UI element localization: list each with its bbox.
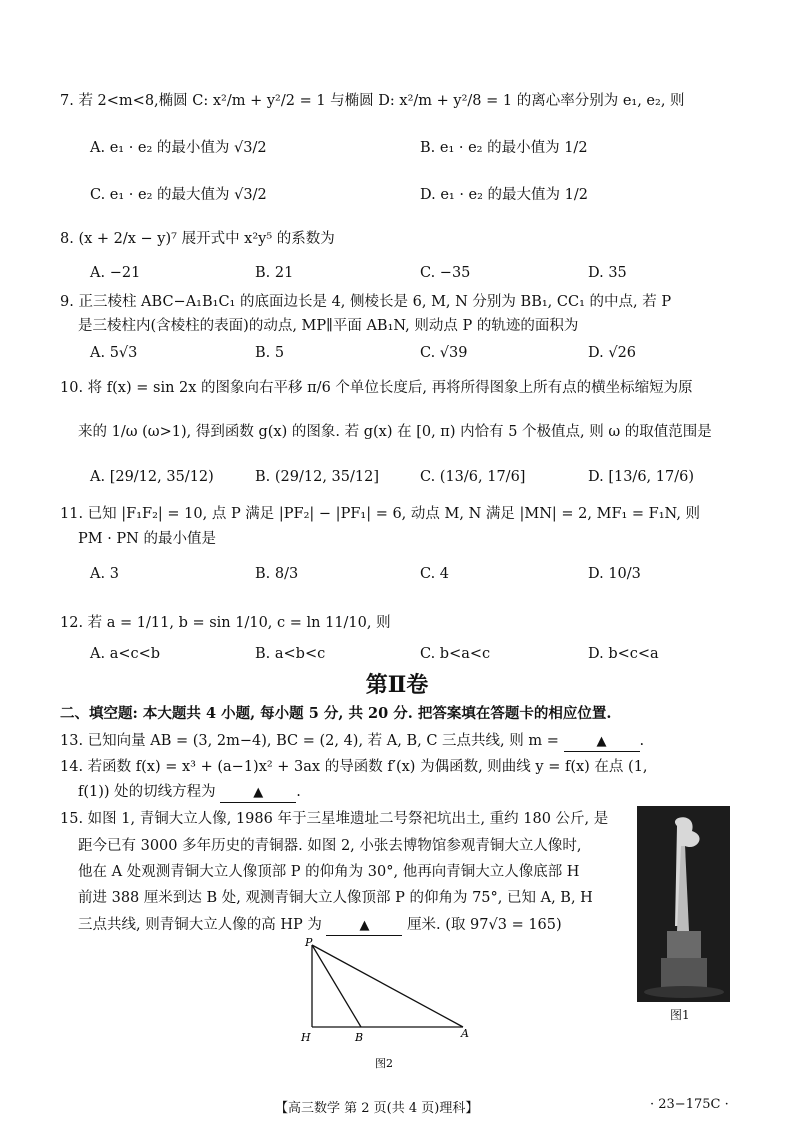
- q9-option-c: C. √39: [420, 345, 468, 361]
- q7-option-a: A. e₁ · e₂ 的最小值为 √3/2: [90, 140, 267, 156]
- q13-answer-blank[interactable]: [564, 732, 640, 752]
- q14-line1: 14. 若函数 f(x) = x³ + (a−1)x² + 3ax 的导函数 f′(x) 为偶函数, 则曲线 y = f(x) 在点 (1,: [60, 759, 648, 775]
- statue-silhouette-icon: [637, 806, 730, 1002]
- q11-line1: 11. 已知 |F₁F₂| = 10, 点 P 满足 |PF₂| − |PF₁| = 6, 动点 M, N 满足 |MN| = 2, MF₁ = F₁N, 则: [60, 506, 701, 522]
- statue-photo: [637, 806, 730, 1002]
- q9-option-a: A. 5√3: [90, 345, 138, 361]
- q8-option-b: B. 21: [255, 265, 294, 281]
- q15-line5a: 三点共线, 则青铜大立人像的高 HP 为: [78, 917, 322, 933]
- q9-option-b: B. 5: [255, 345, 285, 361]
- q12-option-d: D. b<c<a: [588, 646, 659, 662]
- q10-line1: 10. 将 f(x) = sin 2x 的图象向右平移 π/6 个单位长度后, 再将所得图象上所有点的横坐标缩短为原: [60, 380, 693, 396]
- q10-line2: 来的 1/ω (ω>1), 得到函数 g(x) 的图象. 若 g(x) 在 [0, π) 内恰有 5 个极值点, 则 ω 的取值范围是: [78, 424, 712, 440]
- segment-pb: [312, 945, 361, 1027]
- q11-option-a: A. 3: [90, 566, 119, 582]
- footer-left: 【高三数学 第 2 页(共 4 页)理科】: [275, 1101, 479, 1116]
- q8-option-d: D. 35: [588, 265, 627, 281]
- q15-line4: 前进 388 厘米到达 B 处, 观测青铜大立人像顶部 P 的仰角为 75°, 已知 A, B, H: [78, 890, 593, 906]
- triangle-icon: ▲: [253, 785, 264, 800]
- q15-line2: 距今已有 3000 多年历史的青铜器. 如图 2, 小张去博物馆参观青铜大立人像时,: [78, 838, 582, 854]
- q13-text: 13. 已知向量 AB = (3, 2m−4), BC = (2, 4), 若 A, B, C 三点共线, 则 m =: [60, 733, 559, 749]
- q14-line2-row: [78, 781, 301, 803]
- q14-line2: f(1)) 处的切线方程为: [78, 784, 216, 800]
- q9-line1: 9. 正三棱柱 ABC−A₁B₁C₁ 的底面边长是 4, 侧棱长是 6, M, N 分别为 BB₁, CC₁ 的中点, 若 P: [60, 294, 672, 310]
- point-p-label: P: [305, 936, 313, 949]
- q9-line2: 是三棱柱内(含棱柱的表面)的动点, MP∥平面 AB₁N, 则动点 P 的轨迹的面积为: [78, 318, 579, 334]
- figure1-label: 图1: [670, 1008, 690, 1022]
- section-title: 第Ⅱ卷: [365, 672, 429, 698]
- q11-option-d: D. 10/3: [588, 566, 641, 582]
- triangle-icon: ▲: [359, 918, 370, 933]
- section-heading: 二、填空题: 本大题共 4 小题, 每小题 5 分, 共 20 分. 把答案填在答题卡的相应位置.: [60, 705, 612, 722]
- q15-line5: [78, 914, 562, 936]
- q11-option-b: B. 8/3: [255, 566, 299, 582]
- q15-answer-blank[interactable]: [326, 916, 402, 936]
- q15-line3: 他在 A 处观测青铜大立人像顶部 P 的仰角为 30°, 他再向青铜大立人像底部 H: [78, 864, 580, 880]
- point-a-label: A: [461, 1027, 469, 1040]
- q9-option-d: D. √26: [588, 345, 637, 361]
- q13-end: .: [639, 733, 645, 749]
- figure2-label: 图2: [375, 1057, 393, 1070]
- q12-option-b: B. a<b<c: [255, 646, 326, 662]
- q10-option-b: B. (29/12, 35/12]: [255, 469, 379, 485]
- q7-stem: 7. 若 2<m<8,椭圆 C: x²/m + y²/2 = 1 与椭圆 D: x²/m + y²/8 = 1 的离心率分别为 e₁, e₂, 则: [60, 93, 685, 109]
- q10-option-d: D. [13/6, 17/6): [588, 469, 694, 485]
- q8-stem: 8. (x + 2/x − y)⁷ 展开式中 x²y⁵ 的系数为: [60, 231, 335, 247]
- q11-option-c: C. 4: [420, 566, 450, 582]
- point-b-label: B: [355, 1031, 364, 1044]
- q10-option-a: A. [29/12, 35/12): [90, 469, 214, 485]
- q11-line2: PM · PN 的最小值是: [78, 531, 216, 547]
- q14-end: .: [296, 784, 301, 800]
- q7-option-d: D. e₁ · e₂ 的最大值为 1/2: [420, 187, 588, 203]
- footer-right: · 23−175C ·: [650, 1097, 729, 1112]
- q12-option-a: A. a<c<b: [90, 646, 161, 662]
- point-h-label: H: [301, 1031, 311, 1044]
- q10-option-c: C. (13/6, 17/6]: [420, 469, 526, 485]
- q7-option-c: C. e₁ · e₂ 的最大值为 √3/2: [90, 187, 267, 203]
- q12-stem: 12. 若 a = 1/11, b = sin 1/10, c = ln 11/10, 则: [60, 615, 391, 631]
- q12-option-c: C. b<a<c: [420, 646, 491, 662]
- triangle-icon: ▲: [596, 734, 607, 749]
- q8-option-c: C. −35: [420, 265, 471, 281]
- q14-answer-blank[interactable]: [220, 783, 296, 803]
- q8-option-a: A. −21: [90, 265, 141, 281]
- figure2-diagram: [295, 935, 485, 1070]
- q13-line: [60, 730, 644, 752]
- segment-pa: [312, 945, 463, 1027]
- q15-line1: 15. 如图 1, 青铜大立人像, 1986 年于三星堆遗址二号祭祀坑出土, 重约 180 公斤, 是: [60, 811, 609, 827]
- q7-option-b: B. e₁ · e₂ 的最小值为 1/2: [420, 140, 588, 156]
- q15-line5b: 厘米. (取 97√3 = 165): [407, 917, 562, 933]
